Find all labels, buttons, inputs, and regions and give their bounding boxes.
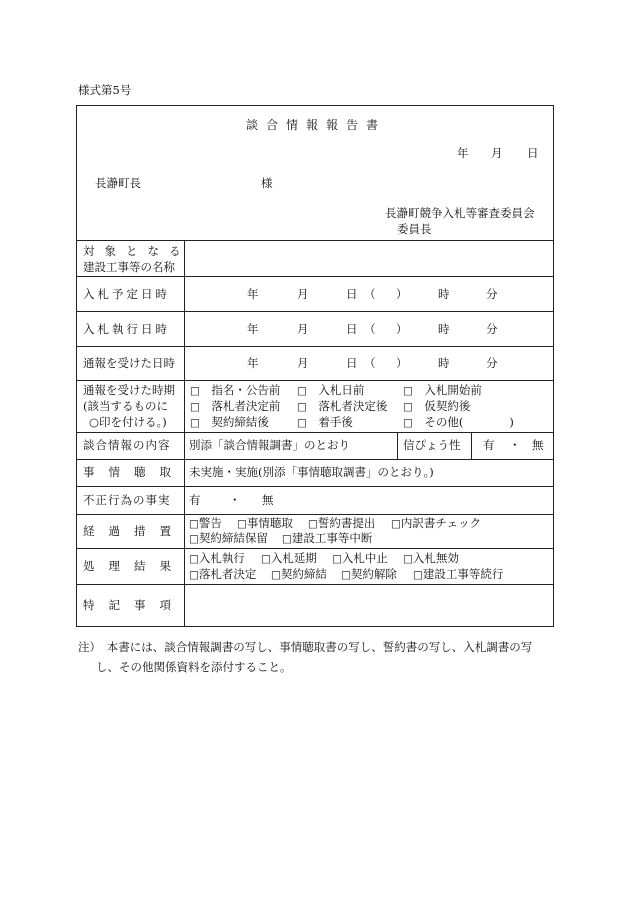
checkbox-icon: □ [237,518,247,530]
dt-minute: 分 [486,356,498,370]
checkbox-icon: □ [297,385,307,397]
form-title: 談合情報報告書 [245,118,386,132]
info-content-value: 別添「談合情報調書」のとおり [189,438,350,452]
column-divider [397,432,398,459]
timing-option[interactable] [403,399,470,415]
date-year-label: 年 [457,146,469,160]
dt-paren-open: （ [364,287,376,301]
timing-label-line1: 通報を受けた時期 [83,383,175,397]
dt-paren-close: ） [396,356,408,370]
target-name-label-line1 [83,244,191,259]
option-label: 入札無効 [412,551,459,565]
option-label: 契約締結 [280,567,327,581]
credibility-separator: ・ [509,438,521,452]
report-received-label: 通報を受けた日時 [83,356,175,370]
dt-hour: 時 [438,287,450,301]
option-label: 入札日前 [318,383,365,397]
result-option[interactable] [403,551,459,567]
results-label: 処理結果 [83,559,185,573]
option-label: 警告 [198,516,222,530]
timing-option[interactable] [297,399,387,415]
checkbox-icon: □ [189,553,199,565]
measure-option[interactable] [189,531,268,547]
credibility-label: 信ぴょう性 [403,438,461,452]
option-label: 建設工事等中断 [291,531,373,545]
result-option[interactable] [413,567,503,583]
dt-year: 年 [247,356,259,370]
date-day-label: 日 [527,146,539,160]
row-divider [77,459,553,460]
addressee-honorific: 様 [261,176,273,190]
checkbox-icon: □ [308,518,318,530]
dt-paren-open: （ [364,356,376,370]
sender-title: 委員長 [397,222,432,236]
checkbox-icon: □ [403,417,413,429]
option-label: 内訳書チェック [400,516,482,530]
timing-option[interactable] [403,383,482,399]
row-divider [77,486,553,487]
bid-executed-label: 入札執行日時 [83,322,170,336]
sender-organization: 長瀞町競争入札等審査委員会 [385,206,535,220]
row-divider [77,311,553,312]
bid-scheduled-datetime[interactable] [184,287,555,303]
checkbox-icon: □ [332,553,342,565]
form-number: 様式第5号 [78,83,132,97]
dt-minute: 分 [486,287,498,301]
row-divider [77,380,553,381]
timing-option[interactable] [297,383,364,399]
checkbox-icon: □ [403,385,413,397]
column-divider [471,432,472,459]
note-line-1: 注） 本書には、談合情報調書の写し、事情聴取書の写し、誓約書の写し、入札調書の写 [78,640,533,654]
option-label: 着手後 [318,415,353,429]
row-divider [77,432,553,433]
measure-option[interactable] [282,531,372,547]
hearing-label: 事情聴取 [83,465,185,479]
row-divider [77,514,553,515]
checkbox-icon: □ [391,518,401,530]
option-label: 契約解除 [350,567,397,581]
checkbox-icon: □ [261,553,271,565]
option-label: 仮契約後 [424,399,471,413]
option-label: 誓約書提出 [317,516,376,530]
measure-option[interactable] [189,516,222,532]
result-option[interactable] [261,551,317,567]
row-divider [77,584,553,585]
addressee: 長瀞町長 [95,176,141,190]
timing-option[interactable] [297,415,353,431]
result-option[interactable] [341,567,397,583]
dt-month: 月 [297,356,309,370]
option-label: 入札開始前 [424,383,482,397]
measures-label: 経過措置 [83,524,185,538]
misconduct-separator: ・ [229,493,241,507]
label-text: 対象となる [83,244,191,258]
checkbox-icon: □ [297,401,307,413]
note-line-2: し、その他関係資料を添付すること。 [96,659,292,674]
credibility-no[interactable]: 無 [532,438,544,452]
option-label: 入札延期 [270,551,317,565]
option-label: 入札中止 [341,551,388,565]
dt-day: 日 [346,287,358,301]
checkbox-icon: □ [341,569,351,581]
row-divider [77,548,553,549]
checkbox-icon: □ [190,401,200,413]
dt-minute: 分 [486,322,498,336]
remarks-label: 特記事項 [83,598,185,612]
option-label: 落札者決定 [198,567,257,581]
result-option[interactable] [271,567,327,583]
measure-option[interactable] [308,516,375,532]
option-label: 落札者決定前 [211,399,281,413]
date-month-label: 月 [491,146,503,160]
hearing-value: 未実施・実施(別添「事情聴取調書」のとおり。) [189,465,434,479]
checkbox-icon: □ [297,417,307,429]
result-option[interactable] [189,567,256,583]
dt-hour: 時 [438,356,450,370]
misconduct-label: 不正行為の事実 [83,493,171,507]
dt-year: 年 [247,287,259,301]
checkbox-icon: □ [189,518,199,530]
report-received-datetime[interactable] [184,356,555,372]
bid-executed-datetime[interactable] [184,322,555,338]
checkbox-icon: □ [282,533,292,545]
dt-paren-open: （ [364,322,376,336]
option-label: 建設工事等続行 [422,567,504,581]
misconduct-yes[interactable]: 有 [189,493,201,507]
row-divider [77,276,553,277]
dt-paren-close: ） [396,322,408,336]
checkbox-icon: □ [190,417,200,429]
checkbox-icon: □ [403,553,413,565]
option-label: 事情聴取 [246,516,293,530]
option-label: 指名・公告前 [211,383,281,397]
credibility-yes[interactable]: 有 [483,438,495,452]
result-option[interactable] [332,551,388,567]
bid-scheduled-label: 入札予定日時 [83,287,170,301]
misconduct-no[interactable]: 無 [262,493,274,507]
checkbox-icon: □ [189,569,199,581]
notes [78,638,556,677]
measure-option[interactable] [237,516,293,532]
checkbox-icon: □ [190,385,200,397]
timing-option[interactable] [403,415,514,431]
option-label: 契約締結後 [211,415,269,429]
option-label: 契約締結保留 [198,531,268,545]
option-label: 入札執行 [198,551,245,565]
checkbox-icon: □ [403,401,413,413]
checkbox-icon: □ [271,569,281,581]
row-divider [77,346,553,347]
dt-day: 日 [346,356,358,370]
info-content-label: 談合情報の内容 [83,438,171,452]
dt-day: 日 [346,322,358,336]
checkbox-icon: □ [189,533,199,545]
checkbox-icon: □ [413,569,423,581]
measure-option[interactable] [391,516,481,532]
option-label: その他( ) [424,415,514,429]
dt-paren-close: ） [396,287,408,301]
dt-hour: 時 [438,322,450,336]
timing-label-line3: ○印を付ける。) [89,415,167,429]
row-divider [77,240,553,241]
dt-year: 年 [247,322,259,336]
target-name-label-line2: 建設工事等の名称 [83,260,175,274]
timing-label-line2: (該当するものに [83,399,168,413]
timing-option[interactable] [190,399,280,415]
option-label: 落札者決定後 [318,399,388,413]
report-form [76,105,554,627]
timing-option[interactable] [190,383,280,399]
dt-month: 月 [297,322,309,336]
dt-month: 月 [297,287,309,301]
result-option[interactable] [189,551,245,567]
timing-option[interactable] [190,415,269,431]
